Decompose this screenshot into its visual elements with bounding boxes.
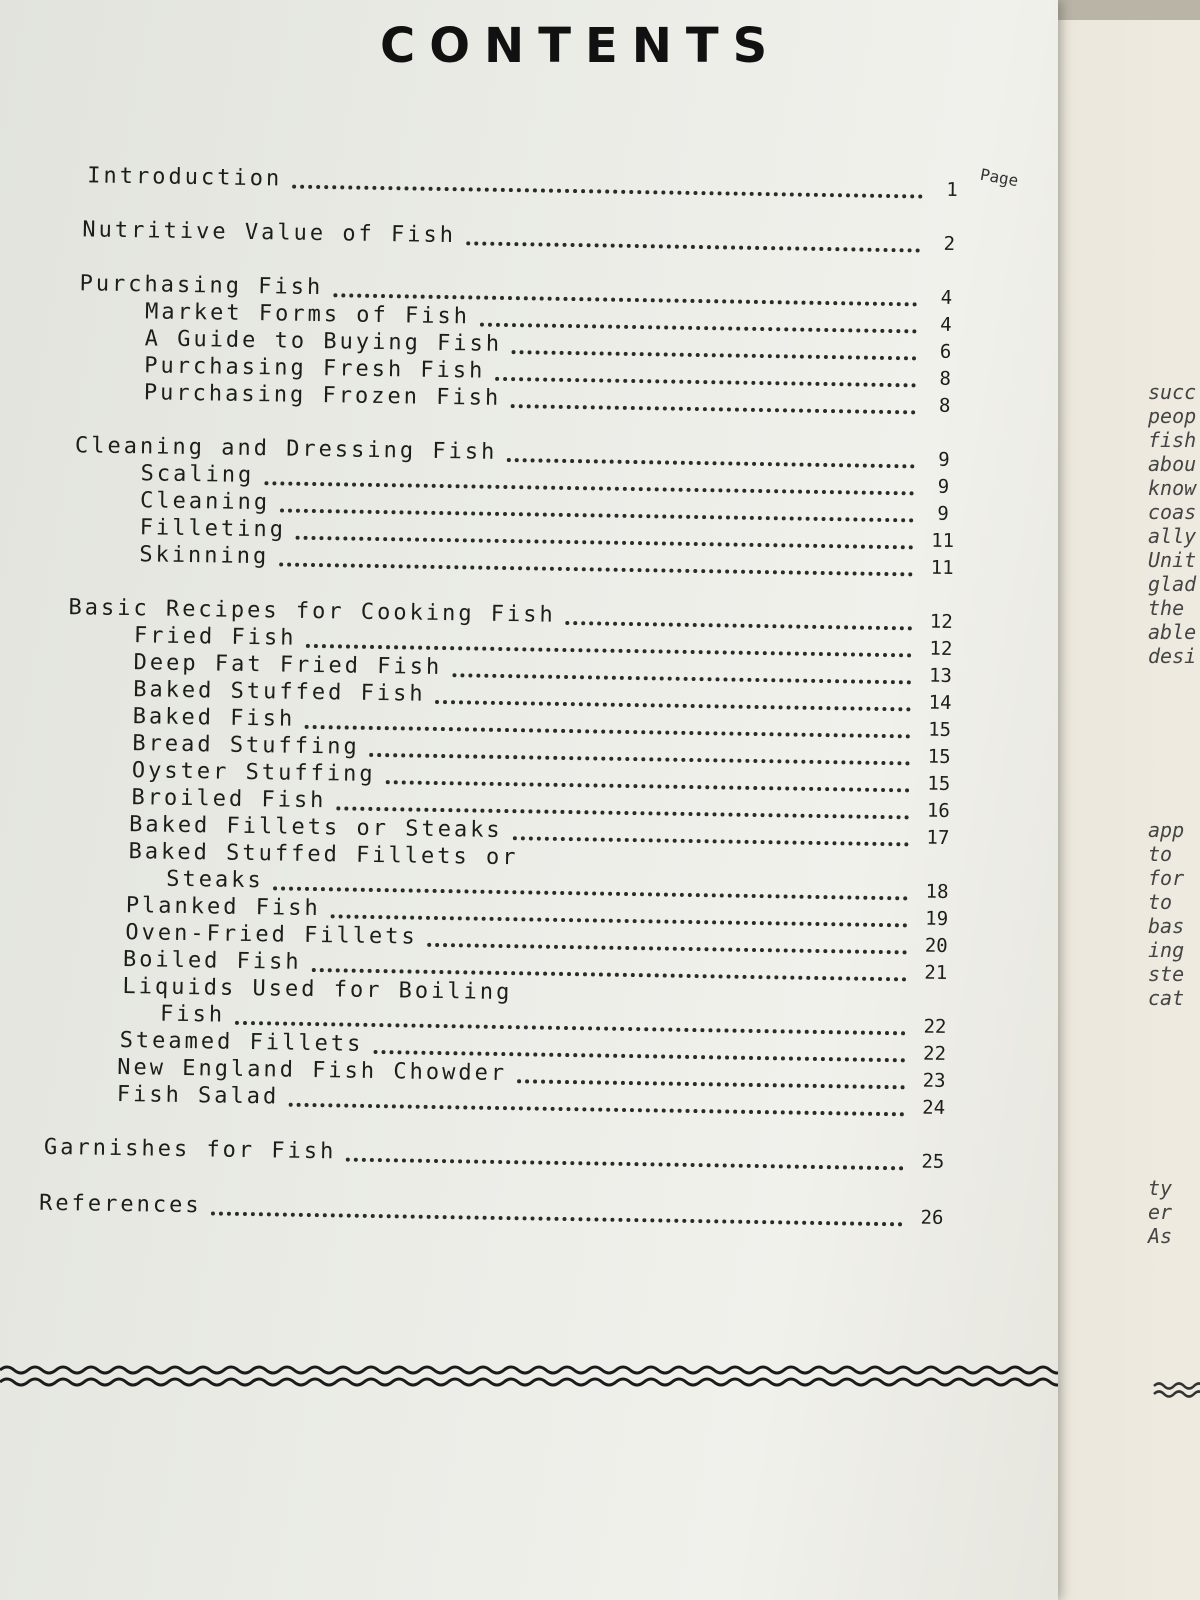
page-title: CONTENTS [380, 18, 782, 74]
toc-entry-page: 9 [937, 502, 949, 525]
toc-entry-label: Skinning [139, 542, 270, 570]
toc-entry-page: 20 [924, 934, 948, 958]
leader-dots [289, 1102, 905, 1116]
toc-entry-page: 24 [922, 1096, 946, 1119]
toc-entry-label: Nutritive Value of Fish [82, 217, 457, 249]
toc-entry-label: Liquids Used for Boiling [122, 974, 513, 1006]
toc-entry-label: Scaling [140, 461, 255, 489]
toc-entry-label: Broiled Fish [131, 785, 327, 814]
toc-entry-page: 12 [929, 610, 953, 634]
toc-entry-label: Purchasing Fresh Fish [144, 353, 486, 384]
toc-entry-label: Oyster Stuffing [131, 758, 376, 787]
toc-entry-label: Bread Stuffing [132, 731, 360, 760]
toc-entry-page: 12 [929, 637, 953, 661]
wave-line-bottom [0, 1379, 1058, 1385]
toc-entry-page: 2 [943, 232, 956, 256]
toc-entry-page: 25 [921, 1150, 945, 1173]
facing-page-text-3: ty er As [1148, 1176, 1173, 1248]
toc-entry-label: Baked Fish [132, 704, 296, 732]
toc-entry-page: 17 [926, 826, 950, 850]
toc-entry-label: Deep Fat Fried Fish [133, 650, 443, 681]
toc-entry-label: New England Fish Chowder [117, 1054, 508, 1087]
leader-dots [292, 184, 923, 198]
toc-entry-label: Filleting [139, 515, 287, 543]
leader-dots [507, 458, 915, 468]
toc-entry-label: Introduction [87, 163, 283, 192]
leader-dots [279, 562, 913, 576]
toc-entry-page: 14 [928, 691, 952, 715]
toc-entry-label: References [38, 1190, 202, 1219]
toc-entry-page: 8 [938, 394, 951, 417]
toc-entry-label: Oven-Fried Fillets [125, 920, 418, 950]
facing-page-text-1: succ peop fish abou know coas ally Unit glad the able desi [1148, 380, 1197, 668]
toc-entry-label: Baked Stuffed Fish [132, 677, 426, 707]
leader-dots [452, 673, 911, 684]
leader-dots [517, 1079, 905, 1089]
toc-entry-label: Garnishes for Fish [43, 1134, 337, 1165]
toc-entry-page: 1 [946, 178, 959, 202]
toc-entry-page: 21 [924, 961, 948, 984]
toc-entry-label: Purchasing Fish [79, 271, 324, 301]
toc-entry-label: Baked Stuffed Fillets or [128, 839, 519, 871]
toc-entry-label: Cleaning and Dressing Fish [74, 433, 498, 465]
toc-entry-label: Baked Fillets or Steaks [128, 812, 503, 843]
toc-entry-label: Boiled Fish [122, 947, 302, 975]
toc-entry-label: Fish Salad [116, 1081, 280, 1110]
toc-entry-label: Basic Recipes for Cooking Fish [68, 595, 556, 628]
facing-page [1040, 20, 1200, 1600]
toc-entry-label: A Guide to Buying Fish [144, 326, 503, 357]
toc-entry-page: 8 [939, 367, 952, 390]
page-column-label: Page [978, 164, 1020, 191]
toc-entry-page: 22 [922, 1042, 947, 1065]
leader-dots [211, 1211, 903, 1226]
leader-dots [480, 322, 917, 333]
toc-entry [82, 217, 972, 256]
leader-dots [346, 1157, 904, 1170]
toc-entry-page: 9 [937, 448, 950, 471]
toc-entry-page: 26 [920, 1206, 944, 1229]
wavy-divider [0, 1362, 1058, 1402]
toc-entry-page: 16 [926, 799, 950, 823]
toc-entry-label: Cleaning [139, 488, 271, 516]
toc-entry-page: 19 [925, 907, 949, 931]
toc-entry-page: 15 [928, 718, 952, 742]
wave-line-top [0, 1367, 1058, 1373]
leader-dots [511, 404, 916, 414]
toc-entry-page: 11 [930, 556, 954, 580]
toc-entry-page: 22 [923, 1015, 947, 1038]
toc-entry-label: Fish [159, 1001, 226, 1028]
leader-dots [566, 620, 913, 629]
leader-dots [466, 241, 920, 252]
toc-entry-page: 15 [927, 772, 951, 796]
toc-entry-label: Purchasing Frozen Fish [143, 380, 502, 411]
toc-entry-page: 4 [940, 286, 953, 309]
toc-entry-label: Steamed Fillets [119, 1028, 364, 1057]
toc-entry-page: 9 [937, 475, 950, 498]
toc-entry [44, 1135, 956, 1174]
toc-entry-label: Steaks [166, 866, 264, 894]
toc-entry-label: Planked Fish [125, 893, 321, 922]
facing-page-wave [1150, 1378, 1200, 1402]
toc-entry-page: 6 [939, 340, 952, 363]
leader-dots [513, 836, 909, 846]
toc-entry-page: 11 [930, 529, 955, 553]
toc-entry-page: 15 [927, 745, 951, 769]
leader-dots [495, 376, 916, 387]
facing-page-text-2: app to for to bas ing ste cat [1148, 818, 1185, 1010]
leader-dots [512, 350, 917, 360]
toc-entry [87, 163, 975, 202]
toc-entry-label: Market Forms of Fish [144, 299, 471, 330]
toc-entry-page: 4 [940, 313, 952, 336]
toc-entry [39, 1191, 955, 1230]
toc-entry-label: Fried Fish [133, 623, 297, 651]
toc-entry-page: 13 [928, 664, 953, 688]
toc-entry-page: 18 [925, 880, 949, 904]
toc-entry-page: 23 [922, 1069, 946, 1092]
